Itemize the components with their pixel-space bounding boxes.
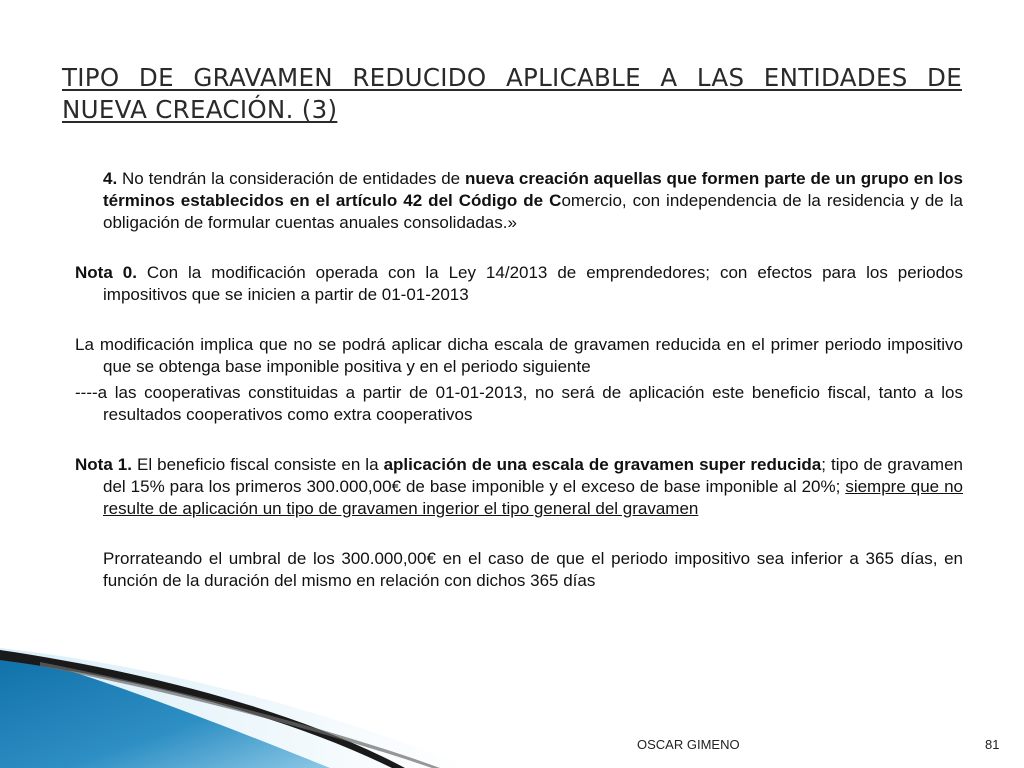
swoosh-dark-stroke <box>0 650 405 768</box>
nota-label: Nota 1. <box>75 455 132 474</box>
paragraph-article-4: 4. No tendrán la consideración de entidades de nueva creación aquellas que formen parte de un grupo en los términos establecidos en el artículo 42 del Código de Comercio, con independencia de la residencia y de la obligación de formular cuentas anuales consolidadas.» <box>103 169 963 232</box>
underlined-phrase: siempre que no resulte de aplicación un tipo de gravamen ingerior el tipo general del gravamen <box>103 477 963 518</box>
bold-phrase: aplicación de una escala de gravamen super reducida <box>383 455 822 474</box>
paragraph-number: 4. <box>103 169 118 188</box>
slide-body <box>75 168 963 592</box>
paragraph-nota-1: Nota 1. El beneficio fiscal consiste en la aplicación de una escala de gravamen super reducida; tipo de gravamen del 15% para los primeros 300.000,00€ de base imponible y el exceso de base imponible al 20%; siempre que no resulte de aplicación un tipo de gravamen ingerior el tipo general del gravamen <box>75 455 963 518</box>
paragraph-modification: La modificación implica que no se podrá aplicar dicha escala de gravamen reducida en el primer periodo impositivo que se obtenga base imponible positiva y en el periodo siguiente <box>75 335 963 376</box>
swoosh-light-band <box>0 648 470 768</box>
paragraph-prorrateo: Prorrateando el umbral de los 300.000,00€ en el caso de que el periodo impositivo sea inferior a 365 días, en función de la duración del mismo en relación con dichos 365 días <box>103 549 963 590</box>
bold-phrase: nueva creación aquellas que formen parte de un grupo en los términos establecidos en el artículo 42 del Código de C <box>103 169 963 210</box>
page-number: 81 <box>985 737 1000 752</box>
swoosh-blue-band <box>0 650 330 768</box>
slide-title: TIPO DE GRAVAMEN REDUCIDO APLICABLE A LAS ENTIDADES DE NUEVA CREACIÓN. (3) <box>62 63 962 124</box>
paragraph-cooperativas: ----a las cooperativas constituidas a partir de 01-01-2013, no será de aplicación este beneficio fiscal, tanto a los resultados cooperativos como extra cooperativos <box>75 383 963 424</box>
paragraph-nota-0: Nota 0. Con la modificación operada con la Ley 14/2013 de emprendedores; con efectos para los periodos impositivos que se inicien a partir de 01-01-2013 <box>75 263 963 304</box>
nota-label: Nota 0. <box>75 263 137 282</box>
footer-author: OSCAR GIMENO <box>637 737 740 752</box>
swoosh-gray-stroke <box>40 662 440 768</box>
